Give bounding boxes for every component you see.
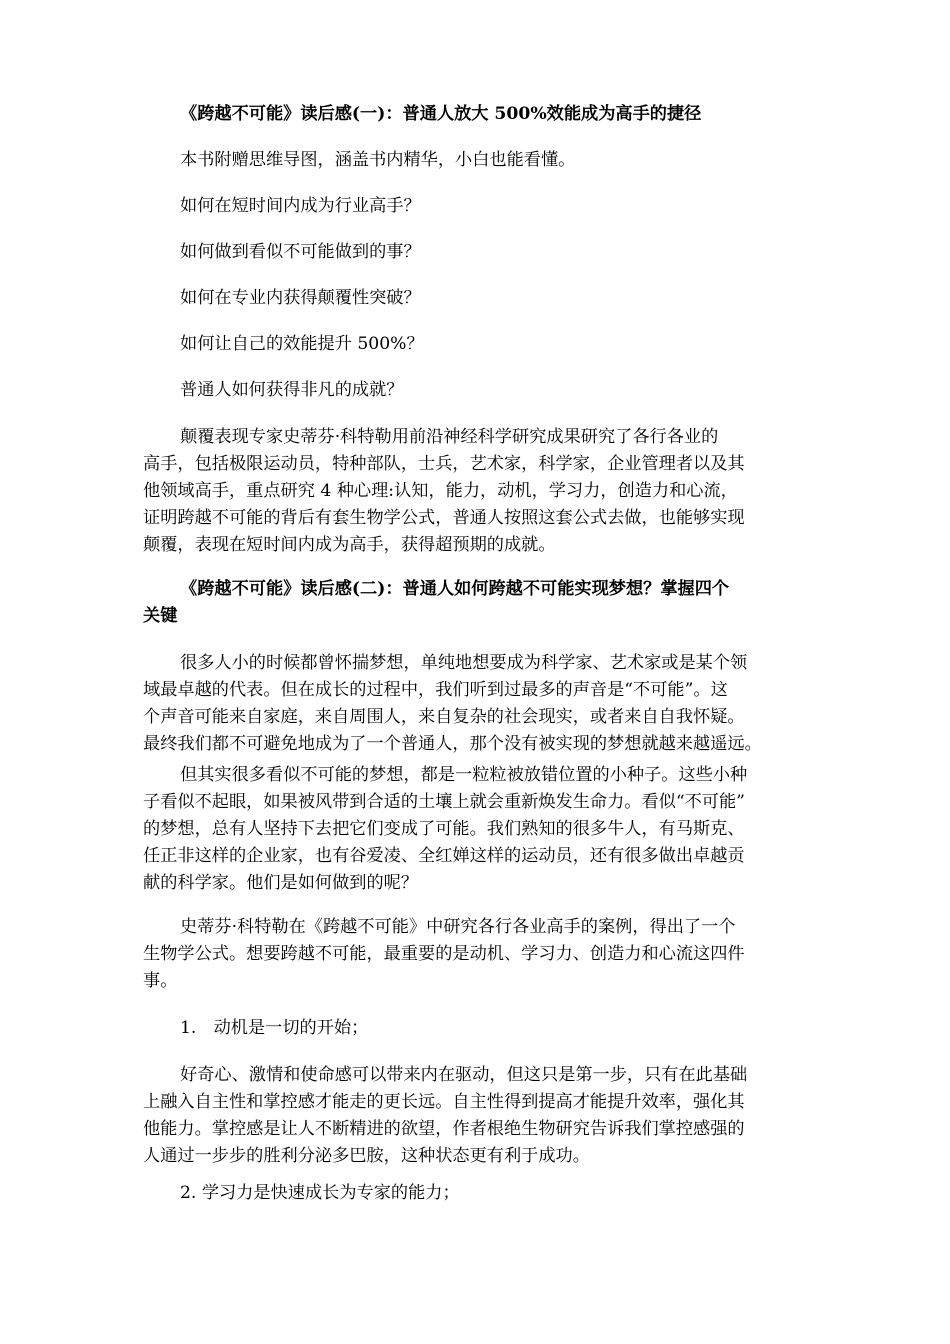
question-1: 如何在短时间内成为行业高手？ [180,196,421,216]
summary-line-5: 颠覆，表现在短时间内成为高手，获得超预期的成就。 [143,535,556,555]
motivation-line-1: 好奇心、激情和使命感可以带来内在驱动，但这只是第一步，只有在此基础 [180,1065,748,1085]
summary-line-2: 高手，包括极限运动员，特种部队，士兵，艺术家，科学家，企业管理者以及其 [143,454,745,474]
summary-line-3: 他领域高手，重点研究 4 种心理:认知，能力，动机，学习力，创造力和心流， [143,481,738,501]
seed-line-3: 的梦想，总有人坚持下去把它们变成了可能。我们熟知的很多牛人，有马斯克、 [143,819,745,839]
formula-paragraph [143,914,818,995]
dream-paragraph [143,650,818,758]
seed-line-2: 子看似不起眼，如果被风带到合适的土壤上就会重新焕发生命力。看似“不可能” [143,792,745,812]
motivation-line-2: 上融入自主性和掌控感才能走的更长远。自主性得到提高才能提升效率，强化其 [143,1092,745,1112]
seed-line-4: 任正非这样的企业家，也有谷爱凌、全红婵这样的运动员，还有很多做出卓越贡 [143,846,745,866]
heading-1: 《跨越不可能》读后感(一)：普通人放大 500%效能成为高手的捷径 [180,104,702,124]
heading-2-line-1: 《跨越不可能》读后感(二)：普通人如何跨越不可能实现梦想？掌握四个 [180,579,730,599]
summary-paragraph [143,424,818,559]
motivation-line-3: 他能力。掌控感是让人不断精进的欲望，作者根绝生物研究告诉我们掌控感强的 [143,1119,745,1139]
seed-line-1: 但其实很多看似不可能的梦想，都是一粒粒被放错位置的小种子。这些小种 [180,765,748,785]
question-4: 如何让自己的效能提升 500%？ [180,334,424,354]
summary-line-1: 颠覆表现专家史蒂芬·科特勒用前沿神经科学研究成果研究了各行各业的 [180,427,719,447]
point-1: 1. 动机是一切的开始； [180,1018,369,1038]
point-2: 2. 学习力是快速成长为专家的能力； [180,1183,460,1203]
heading-2-line-2: 关键 [143,606,178,626]
summary-line-4: 证明跨越不可能的背后有套生物学公式，普通人按照这套公式去做，也能够实现 [143,508,745,528]
question-2: 如何做到看似不可能做到的事？ [180,242,421,262]
dream-line-3: 个声音可能来自家庭，来自周围人，来自复杂的社会现实，或者来自自我怀疑。 [143,707,745,727]
seed-line-5: 献的科学家。他们是如何做到的呢？ [143,873,419,893]
formula-line-3: 事。 [143,971,178,991]
formula-line-2: 生物学公式。想要跨越不可能，最重要的是动机、学习力、创造力和心流这四件 [143,944,745,964]
dream-line-1: 很多人小的时候都曾怀揣梦想，单纯地想要成为科学家、艺术家或是某个领 [180,653,748,673]
seed-paragraph [143,762,818,897]
motivation-paragraph [143,1062,818,1170]
dream-line-4: 最终我们都不可避免地成为了一个普通人，那个没有被实现的梦想就越来越遥远。 [143,734,762,754]
intro-paragraph: 本书附赠思维导图，涵盖书内精华，小白也能看懂。 [180,150,576,170]
heading-2 [143,576,818,630]
dream-line-2: 域最卓越的代表。但在成长的过程中，我们听到过最多的声音是“不可能”。这 [143,680,728,700]
motivation-line-4: 人通过一步步的胜利分泌多巴胺，这种状态更有利于成功。 [143,1146,590,1166]
question-5: 普通人如何获得非凡的成就？ [180,380,404,400]
question-3: 如何在专业内获得颠覆性突破？ [180,288,421,308]
formula-line-1: 史蒂芬·科特勒在《跨越不可能》中研究各行各业高手的案例，得出了一个 [180,917,736,937]
